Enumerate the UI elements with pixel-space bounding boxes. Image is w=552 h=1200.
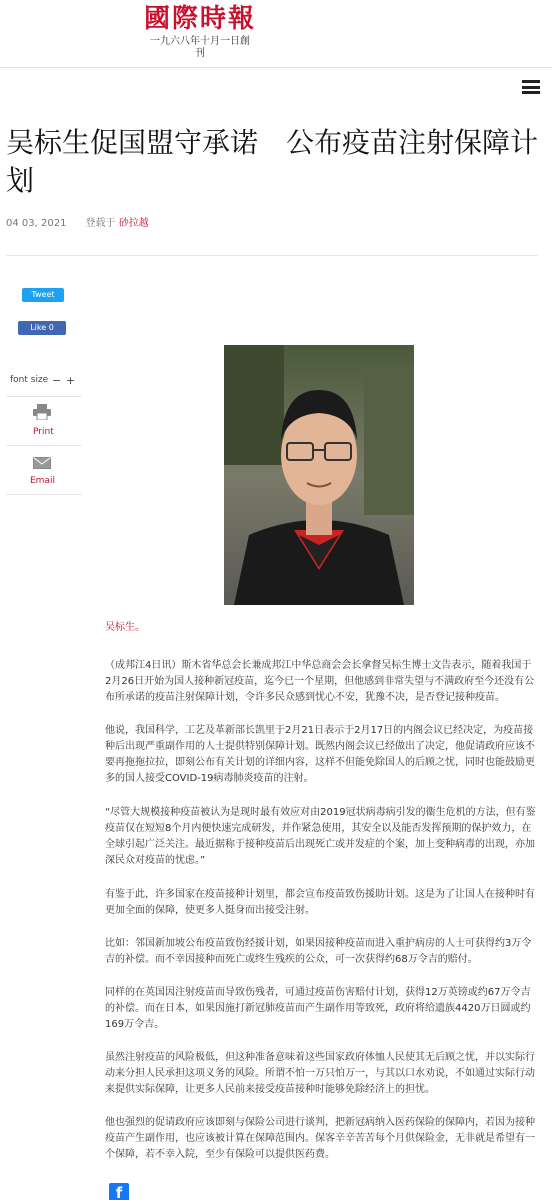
article-paragraph: （成邦江4日讯）斯木省华总会长兼成邦江中华总商会会长拿督吴标生博士文告表示，随着我国于2月26日开始为国人接种新冠疫苗，迄今已一个星期，但他感到非常失望与不满政府至今还没有公布所承诺的疫苗注射保障计划，令许多民众感到忧心不安，犹豫不决，是否登记接种疫苗。: [105, 660, 535, 703]
article-paragraph: 有鉴于此，许多国家在疫苗接种计划里，都会宣布疫苗致伤援助计划。这是为了让国人在接种时有更加全面的保障，使更多人挺身而出接受注射。: [105, 889, 535, 916]
font-size-label: font size: [10, 375, 49, 385]
article-photo: [224, 345, 414, 605]
site-tagline: 一九六八年十月一日創刊: [150, 36, 250, 59]
article-paragraph: 他说，我国科学，工艺及革新部长凯里于2月21日表示于2月17日的内阁会议已经决定，为疫苗接种后出现严重副作用的人士提供特别保障计划。既然内阁会议已经做出了决定，他促请政府应该不要再拖拖拉拉，即刻公布有关计划的详细内容，这样不但能免除国人的后顾之忧，同时也能鼓励更多的国人接受COVID-19病毒肺炎疫苗的注射。: [105, 725, 535, 784]
article-paragraph: 虽然注射疫苗的风险极低，但这种准备意味着这些国家政府体恤人民使其无后顾之忧，并以实际行动来分担人民承担这项义务的风险。所谓不怕一万只怕万一，与其以口水劝说，不如通过实际行动来提供实际保障，让更多人民前来接受疫苗接种时能够免除经济上的担忧。: [105, 1052, 535, 1095]
article-title: 吴标生促国盟守承诺 公布疫苗注射保障计划: [6, 126, 539, 197]
article-paragraph: 同样的在英国因注射疫苗而导致伤残者，可通过疫苗伤害赔付计划，获得12万英镑或约67万令吉的补偿。而在日本，如果因施打新冠肺疫苗而产生副作用等致死，政府将给遗族4420万日圆或约169万令吉。: [105, 987, 531, 1030]
article-paragraph: 比如：邻国新加坡公布疫苗致伤经援计划，如果因接种疫苗而进入重护病房的人士可获得约3万令吉的补偿。而不幸因接种而死亡或终生残疾的公众，可一次获得约68万令吉的赔付。: [105, 938, 532, 965]
posted-by-label: 登载于: [85, 218, 116, 229]
font-decrease-button[interactable]: −: [52, 374, 62, 387]
divider: [6, 445, 82, 446]
facebook-like-button[interactable]: [18, 321, 66, 335]
article-paragraph: “尽管大规模接种疫苗被认为是现时最有效应对由2019冠状病毒病引发的衞生危机的方法，但有鉴疫苗仅在短短8个月内便快速完成研发，并作紧急使用，其安全以及能否发挥预期的保护效力，在全球引起广泛关注。最近据称于接种疫苗后出现死亡或并发症的个案，加上变种病毒的出现，亦加深民众对疫苗的忧虑。”: [105, 807, 536, 866]
hamburger-menu-icon[interactable]: [522, 80, 540, 94]
tweet-label: Tweet: [31, 290, 55, 299]
divider: [6, 255, 538, 256]
envelope-icon[interactable]: [33, 455, 51, 471]
article-meta: [6, 214, 149, 229]
font-increase-button[interactable]: +: [66, 374, 76, 387]
site-header: [0, 0, 552, 68]
email-link[interactable]: Email: [30, 476, 55, 486]
article-category-link[interactable]: 砂拉越: [118, 218, 149, 229]
site-logo[interactable]: 國際時報: [143, 4, 256, 34]
tweet-button[interactable]: [22, 288, 64, 302]
like-label: Like 0: [30, 323, 54, 332]
article-paragraph: 他也强烈的促请政府应该即刻与保险公司进行谈判，把新冠病纳入医药保险的保障内，若因为接种疫苗产生副作用，也应该被计算在保障范围内。保客辛辛苦苦每个月供保险金，无非就是希望有一个保障，若不幸入院，至少有保险可以提供医药费。: [105, 1117, 535, 1160]
facebook-icon[interactable]: f: [109, 1183, 129, 1200]
divider: [6, 396, 82, 397]
photo-caption: 吴标生。: [105, 622, 145, 633]
printer-icon[interactable]: [33, 404, 51, 420]
divider: [6, 494, 82, 495]
print-link[interactable]: Print: [33, 427, 54, 437]
article-date: 04 03, 2021: [6, 218, 67, 229]
